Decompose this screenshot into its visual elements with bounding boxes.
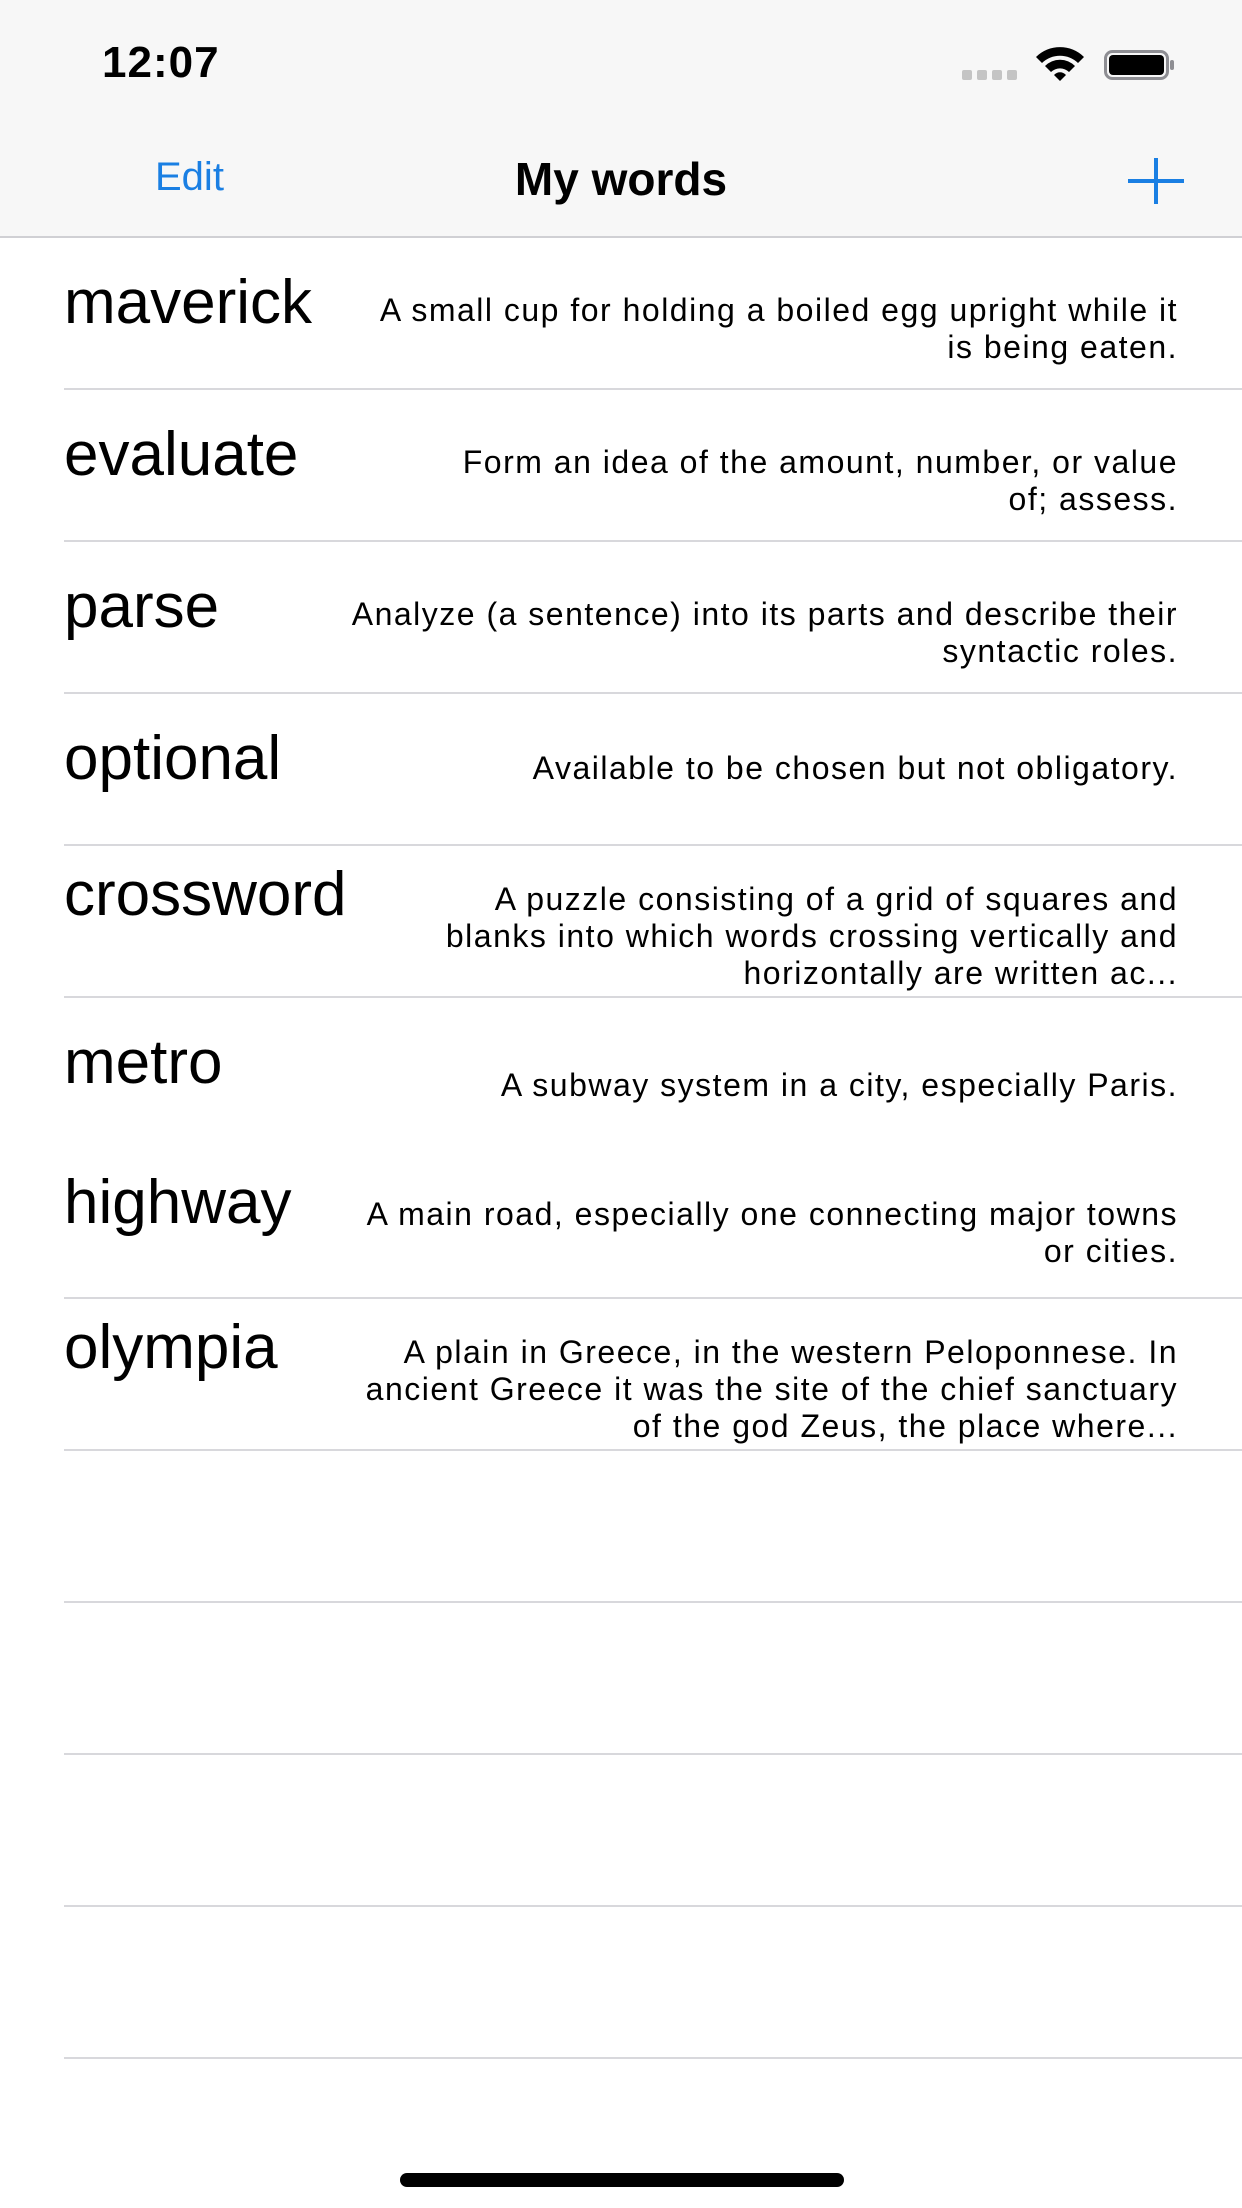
word-label: optional [64, 724, 282, 793]
word-definition: Form an idea of the amount, number, or value of; assess. [462, 444, 1178, 517]
word-row-evaluate[interactable] [0, 390, 1242, 542]
word-definition: A subway system in a city, especially Paris. [500, 1067, 1178, 1103]
word-row-metro[interactable] [0, 998, 1242, 1138]
wifi-icon [1034, 44, 1086, 82]
word-definition: Analyze (a sentence) into its parts and describe their syntactic roles. [351, 596, 1178, 669]
word-label: evaluate [64, 420, 299, 489]
word-row-olympia[interactable] [0, 1299, 1242, 1451]
word-label: crossword [64, 860, 347, 929]
word-row-optional[interactable] [0, 694, 1242, 846]
empty-row [0, 1603, 1242, 1755]
word-label: metro [64, 1028, 223, 1097]
word-label: highway [64, 1168, 292, 1237]
word-definition: A plain in Greece, in the western Peloponnese. In ancient Greece it was the site of the chief sanctuary of the god Zeus, the place where... [365, 1334, 1178, 1444]
battery-icon [1104, 50, 1176, 80]
word-definition: Available to be chosen but not obligatory. [532, 750, 1178, 786]
plus-icon[interactable] [1127, 157, 1185, 205]
status-time: 12:07 [102, 38, 220, 87]
word-label: parse [64, 572, 220, 641]
word-definition: A puzzle consisting of a grid of squares and blanks into which words crossing vertically and horizontally are written ac... [445, 881, 1178, 991]
home-indicator [400, 2173, 844, 2187]
word-definition: A main road, especially one connecting major towns or cities. [366, 1196, 1178, 1269]
word-label: maverick [64, 268, 313, 337]
word-definition: A small cup for holding a boiled egg upright while it is being eaten. [379, 292, 1178, 365]
page-title: My words [514, 153, 728, 205]
navigation-bar [0, 0, 1242, 238]
word-label: olympia [64, 1313, 278, 1382]
empty-row [0, 1451, 1242, 1603]
word-row-highway[interactable] [0, 1138, 1242, 1299]
word-row-crossword[interactable] [0, 846, 1242, 998]
empty-row [0, 1755, 1242, 1907]
word-row-maverick[interactable] [0, 238, 1242, 390]
word-list [0, 238, 1242, 2059]
empty-row [0, 1907, 1242, 2059]
word-row-parse[interactable] [0, 542, 1242, 694]
edit-button[interactable]: Edit [155, 155, 224, 199]
cellular-signal-icon [962, 70, 1018, 80]
